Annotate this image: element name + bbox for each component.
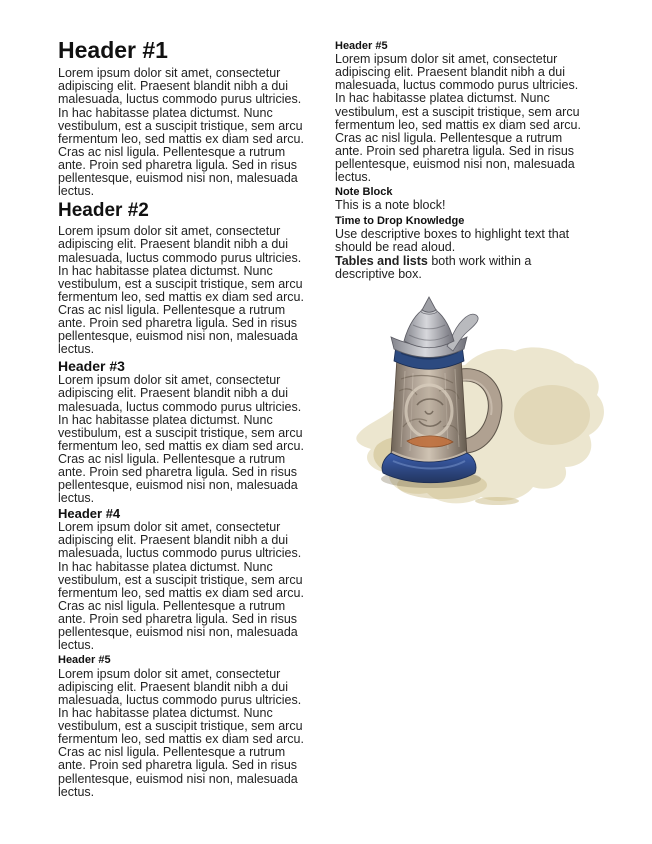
stein-medallion [406, 385, 452, 437]
heading-3: Header #3 [58, 357, 125, 374]
note-block-text: This is a note block! [335, 198, 446, 213]
tables-note-bold: Tables and lists [335, 253, 428, 268]
paragraph-5: Lorem ipsum dolor sit amet, consectetur adipiscing elit. Praesent blandit nibh a dui malesuada, luctus commodo purus ultricies. In hac habitasse platea dictumst. Nunc vestibulum, est a suscipit tristique, sem arcu fermentum leo, sed mattis ex diam sed arcu. Cras ac nisl ligula. Pellentesque a rutrum ante. Proin sed pharetra ligula. Sed in risus pellentesque, euismod nisi non, malesuada lectus. [58, 666, 304, 799]
paragraph-2: Lorem ipsum dolor sit amet, consectetur adipiscing elit. Praesent blandit nibh a dui malesuada, luctus commodo purus ultricies. In hac habitasse platea dictumst. Nunc vestibulum, est a suscipit tristique, sem arcu fermentum leo, sed mattis ex diam sed arcu. Cras ac nisl ligula. Pellentesque a rutrum ante. Proin sed pharetra ligula. Sed in risus pellentesque, euismod nisi non, malesuada lectus. [58, 224, 304, 357]
splash-streak [475, 497, 519, 505]
tables-note-rest: both work within a descriptive box. [335, 253, 532, 282]
tables-note [335, 255, 588, 281]
right-column [335, 38, 588, 844]
heading-5-left: Header #5 [58, 654, 111, 667]
paragraph-1: Lorem ipsum dolor sit amet, consectetur adipiscing elit. Praesent blandit nibh a dui malesuada, luctus commodo purus ultricies. In hac habitasse platea dictumst. Nunc vestibulum, est a suscipit tristique, sem arcu fermentum leo, sed mattis ex diam sed arcu. Cras ac nisl ligula. Pellentesque a rutrum ante. Proin sed pharetra ligula. Sed in risus pellentesque, euismod nisi non, malesuada lectus. [58, 66, 304, 199]
beer-stein-svg [347, 295, 617, 510]
stein-lid-cone [404, 309, 454, 348]
paragraph-6: Lorem ipsum dolor sit amet, consectetur adipiscing elit. Praesent blandit nibh a dui malesuada, luctus commodo purus ultricies. In hac habitasse platea dictumst. Nunc vestibulum, est a suscipit tristique, sem arcu fermentum leo, sed mattis ex diam sed arcu. Cras ac nisl ligula. Pellentesque a rutrum ante. Proin sed pharetra ligula. Sed in risus pellentesque, euismod nisi non, malesuada lectus. [335, 52, 581, 185]
heading-4: Header #4 [58, 505, 121, 521]
left-column [58, 38, 311, 844]
heading-2: Header #2 [58, 200, 149, 222]
paragraph-3: Lorem ipsum dolor sit amet, consectetur adipiscing elit. Praesent blandit nibh a dui malesuada, luctus commodo purus ultricies. In hac habitasse platea dictumst. Nunc vestibulum, est a suscipit tristique, sem arcu fermentum leo, sed mattis ex diam sed arcu. Cras ac nisl ligula. Pellentesque a rutrum ante. Proin sed pharetra ligula. Sed in risus pellentesque, euismod nisi non, malesuada lectus. [58, 373, 304, 506]
heading-5-right: Header #5 [335, 40, 388, 52]
paragraph-4: Lorem ipsum dolor sit amet, consectetur adipiscing elit. Praesent blandit nibh a dui malesuada, luctus commodo purus ultricies. In hac habitasse platea dictumst. Nunc vestibulum, est a suscipit tristique, sem arcu fermentum leo, sed mattis ex diam sed arcu. Cras ac nisl ligula. Pellentesque a rutrum ante. Proin sed pharetra ligula. Sed in risus pellentesque, euismod nisi non, malesuada lectus. [58, 520, 304, 653]
descriptive-box-text: Use descriptive boxes to highlight text that should be read aloud. [335, 226, 570, 254]
heading-1: Header #1 [58, 37, 168, 63]
note-block-heading: Note Block [335, 186, 393, 199]
splash-dark-spot-right [514, 385, 590, 445]
stein-finial [422, 297, 436, 312]
beer-stein-illustration [347, 295, 588, 510]
descriptive-box-heading: Time to Drop Knowledge [335, 214, 465, 227]
